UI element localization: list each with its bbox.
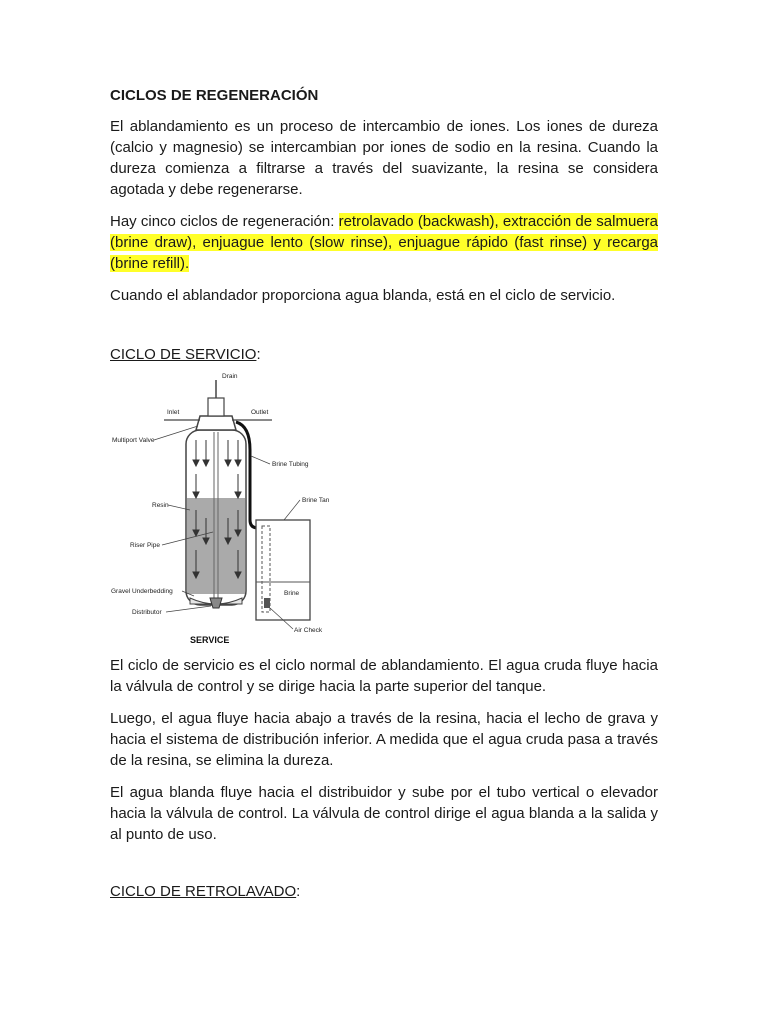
service-cycle-diagram bbox=[110, 370, 340, 648]
section-heading-retrolavado-text: CICLO DE RETROLAVADO bbox=[110, 883, 297, 900]
label-distributor: Distributor bbox=[132, 609, 162, 616]
section-heading-servicio-text: CICLO DE SERVICIO bbox=[110, 346, 257, 363]
label-air-check: Air Check bbox=[294, 627, 323, 634]
label-resin: Resin bbox=[152, 502, 169, 509]
section-heading-servicio bbox=[110, 344, 261, 365]
section-heading-colon-2: : bbox=[296, 883, 301, 900]
paragraph-cycles bbox=[110, 211, 658, 274]
paragraph-service-1: El ciclo de servicio es el ciclo normal de ablandamiento. El agua cruda fluye hacia la válvula de control y se dirige hacia la parte superior del tanque. bbox=[110, 657, 658, 695]
section-heading-colon: : bbox=[256, 346, 261, 363]
label-multiport-valve: Multiport Valve bbox=[112, 437, 155, 444]
label-brine-tank: Brine Tan bbox=[302, 497, 330, 504]
paragraph-service-2: Luego, el agua fluye hacia abajo a través de la resina, hacia el lecho de grava y hacia el sistema de distribución inferior. A medida que el agua cruda pasa a través de la resina, se elimina la dureza. bbox=[110, 710, 658, 769]
figure-caption: SERVICE bbox=[190, 635, 230, 645]
label-inlet: Inlet bbox=[167, 409, 180, 416]
paragraph-intro: El ablandamiento es un proceso de intercambio de iones. Los iones de dureza (calcio y magnesio) se intercambian por iones de sodio en la resina. Cuando la dureza comienza a filtrarse a través del suavizante, la resina se considera agotada y debe regenerarse. bbox=[110, 118, 658, 198]
document-body bbox=[110, 85, 658, 317]
cycles-lead-text: Hay cinco ciclos de regeneración: bbox=[110, 213, 339, 230]
label-outlet: Outlet bbox=[251, 409, 269, 416]
label-gravel: Gravel Underbedding bbox=[111, 588, 173, 595]
paragraph-service-note: Cuando el ablandador proporciona agua blanda, está en el ciclo de servicio. bbox=[110, 287, 616, 304]
label-brine-tubing: Brine Tubing bbox=[272, 461, 309, 468]
label-brine: Brine bbox=[284, 590, 300, 597]
service-description bbox=[110, 655, 658, 856]
highlighted-cycles-text: retrolavado (backwash), extracción de salmuera (brine draw), enjuague lento (slow rinse), enjuague rápido (fast rinse) y recarga (brine refill). bbox=[110, 213, 658, 272]
document-title: CICLOS DE REGENERACIÓN bbox=[110, 87, 319, 104]
label-riser-pipe: Riser Pipe bbox=[130, 542, 160, 549]
label-drain: Drain bbox=[222, 373, 238, 380]
section-heading-retrolavado bbox=[110, 881, 300, 902]
paragraph-service-3: El agua blanda fluye hacia el distribuidor y sube por el tubo vertical o elevador hacia la válvula de control. La válvula de control dirige el agua blanda a la salida y al punto de uso. bbox=[110, 784, 658, 843]
